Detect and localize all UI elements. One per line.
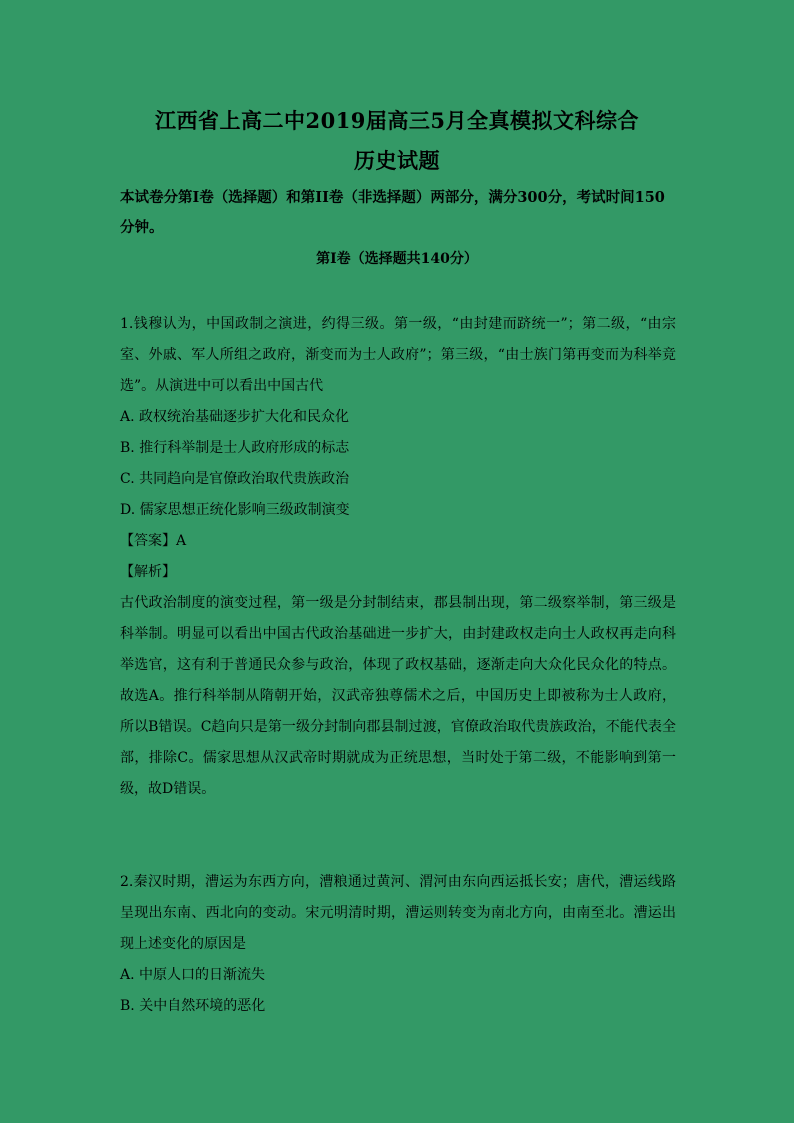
question-2 [120,867,676,1022]
question-1 [120,309,676,805]
option-a: A. 中原人口的日渐流失 [120,967,266,983]
analysis-text: 古代政治制度的演变过程，第一级是分封制结束，郡县制出现，第二级察举制，第三级是科举制。明显可以看出中国古代政治基础进一步扩大，由封建政权走向士人政权再走向科举选官，这有利于普通民众参与政治，体现了政权基础，逐渐走向大众化民众化的特点。故选A。推行科举制从隋朝开始，汉武帝独尊儒术之后，中国历史上即被称为士人政府，所以B错误。C趋向只是第一级分封制向郡县制过渡，官僚政治取代贵族政治，不能代表全部，排除C。儒家思想从汉武帝时期就成为正统思想，当时处于第二级，不能影响到第一级，故D错误。 [120,595,676,797]
option-d: D. 儒家思想正统化影响三级政制演变 [120,502,350,518]
document-subtitle: 历史试题 [354,148,440,173]
option-a: A. 政权统治基础逐步扩大化和民众化 [120,409,350,425]
option-b: B. 关中自然环境的恶化 [120,998,266,1014]
answer-label: 【答案】A [120,533,187,549]
question-stem: 1.钱穆认为，中国政制之演进，约得三级。第一级，“由封建而跻统一”；第二级，“由宗室、外戚、军人所组之政府，渐变而为士人政府”；第三级，“由士族门第再变而为科举竞选”。从演进中可以看出中国古代 [120,316,676,394]
document-title: 江西省上高二中2019届高三5月全真模拟文科综合 [154,108,640,133]
option-c: C. 共同趋向是官僚政治取代贵族政治 [120,471,350,487]
option-b: B. 推行科举制是士人政府形成的标志 [120,440,350,456]
question-stem: 2.秦汉时期，漕运为东西方向，漕粮通过黄河、渭河由东向西运抵长安；唐代，漕运线路呈现出东南、西北向的变动。宋元明清时期，漕运则转变为南北方向，由南至北。漕运出现上述变化的原因是 [120,874,676,952]
analysis-label: 【解析】 [120,564,176,580]
section-heading: 第I卷（选择题共140分） [316,251,478,267]
exam-instructions: 本试卷分第I卷（选择题）和第II卷（非选择题）两部分，满分300分，考试时间150分钟。 [120,189,665,236]
